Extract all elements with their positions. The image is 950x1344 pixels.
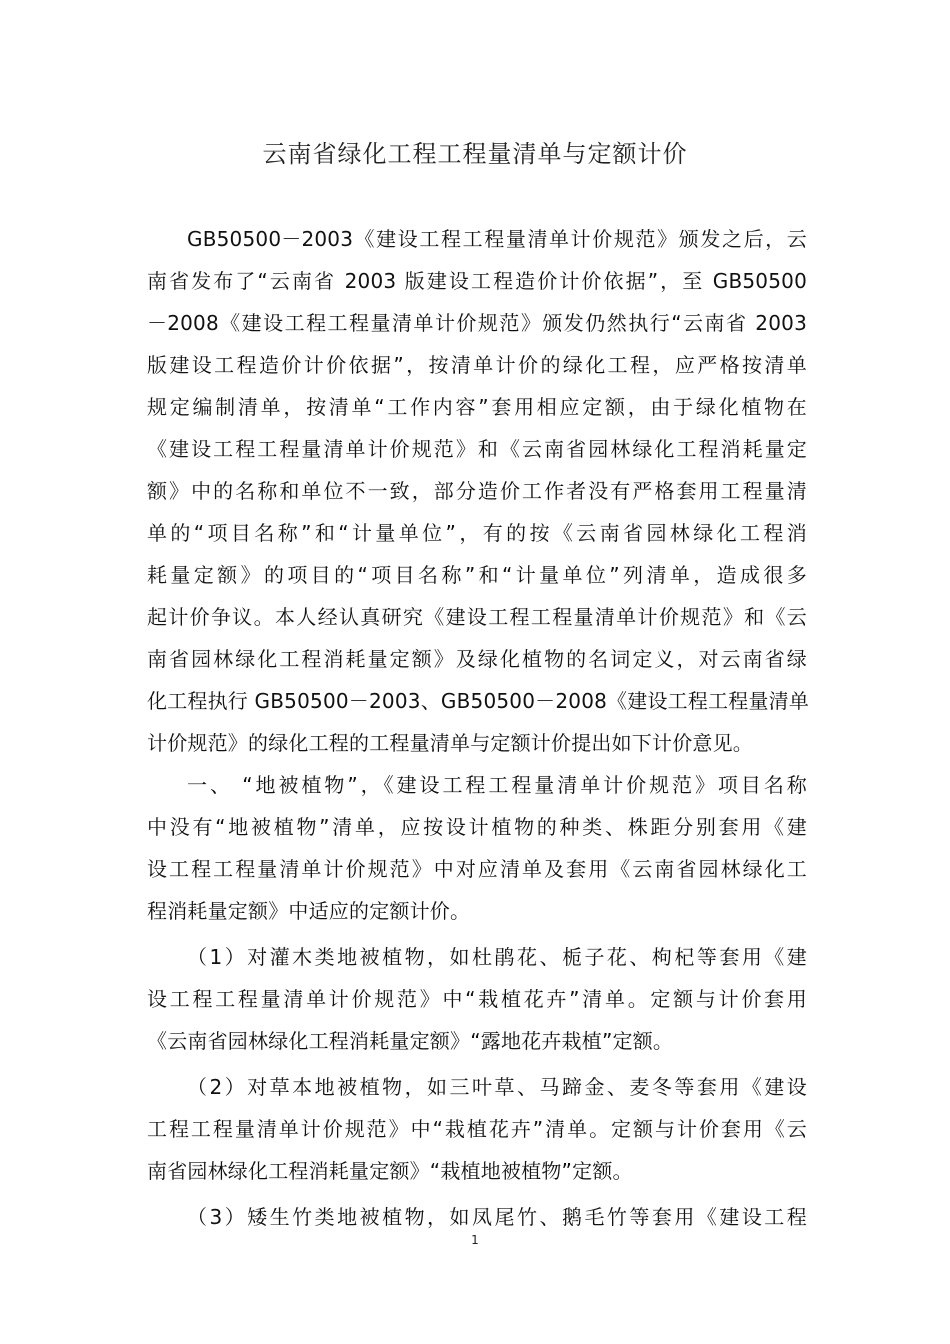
text-line: 起计价争议。本人经认真研究《建设工程工程量清单计价规范》和《云: [147, 605, 807, 629]
text-line: GB50500－2003《建设工程工程量清单计价规范》颁发之后，云: [187, 227, 807, 251]
text-line: －2008《建设工程工程量清单计价规范》颁发仍然执行“云南省 2003: [147, 311, 807, 335]
text-line: 设工程工程量清单计价规范》中“栽植花卉”清单。定额与计价套用: [147, 987, 807, 1011]
text-line: 设工程工程量清单计价规范》中对应清单及套用《云南省园林绿化工: [147, 857, 807, 881]
document-title: 云南省绿化工程工程量清单与定额计价: [262, 140, 688, 168]
text-line: 《建设工程工程量清单计价规范》和《云南省园林绿化工程消耗量定: [147, 437, 807, 461]
text-line: （1）对灌木类地被植物，如杜鹃花、栀子花、枸杞等套用《建: [187, 945, 807, 969]
text-line: 南省园林绿化工程消耗量定额》“栽植地被植物”定额。: [147, 1159, 633, 1183]
paragraph-item-2: [147, 1066, 807, 1192]
text-line: 额》中的名称和单位不一致，部分造价工作者没有严格套用工程量清: [147, 479, 807, 503]
text-line: 工程工程量清单计价规范》中“栽植花卉”清单。定额与计价套用《云: [147, 1117, 807, 1141]
text-line: 化工程执行 GB50500－2003、GB50500－2008《建设工程工程量清单: [147, 689, 810, 713]
document-body: [147, 218, 810, 1238]
text-line: 中没有“地被植物”清单，应按设计植物的种类、株距分别套用《建: [147, 815, 807, 839]
text-line: 南省园林绿化工程消耗量定额》及绿化植物的名词定义，对云南省绿: [147, 647, 807, 671]
text-line: 南省发布了“云南省 2003 版建设工程造价计价依据”，至 GB50500: [147, 269, 807, 293]
text-line: 版建设工程造价计价依据”，按清单计价的绿化工程，应严格按清单: [147, 353, 807, 377]
text-line: 单的“项目名称”和“计量单位”，有的按《云南省园林绿化工程消: [147, 521, 807, 545]
page-number: 1: [471, 1233, 479, 1247]
text-line: （3）矮生竹类地被植物，如凤尾竹、鹅毛竹等套用《建设工程: [187, 1205, 807, 1229]
paragraph-item-1: [147, 936, 807, 1062]
text-line: 耗量定额》的项目的“项目名称”和“计量单位”列清单，造成很多: [147, 563, 807, 587]
text-line: 《云南省园林绿化工程消耗量定额》“露地花卉栽植”定额。: [147, 1029, 674, 1053]
text-line: 一、 “地被植物”，《建设工程工程量清单计价规范》项目名称: [187, 773, 807, 797]
paragraph-intro: [147, 218, 810, 764]
text-line: 程消耗量定额》中适应的定额计价。: [147, 899, 471, 923]
text-line: 计价规范》的绿化工程的工程量清单与定额计价提出如下计价意见。: [147, 731, 753, 755]
paragraph-section-one: [147, 764, 807, 932]
text-line: 规定编制清单，按清单“工作内容”套用相应定额，由于绿化植物在: [147, 395, 807, 419]
text-line: （2）对草本地被植物，如三叶草、马蹄金、麦冬等套用《建设: [187, 1075, 807, 1099]
